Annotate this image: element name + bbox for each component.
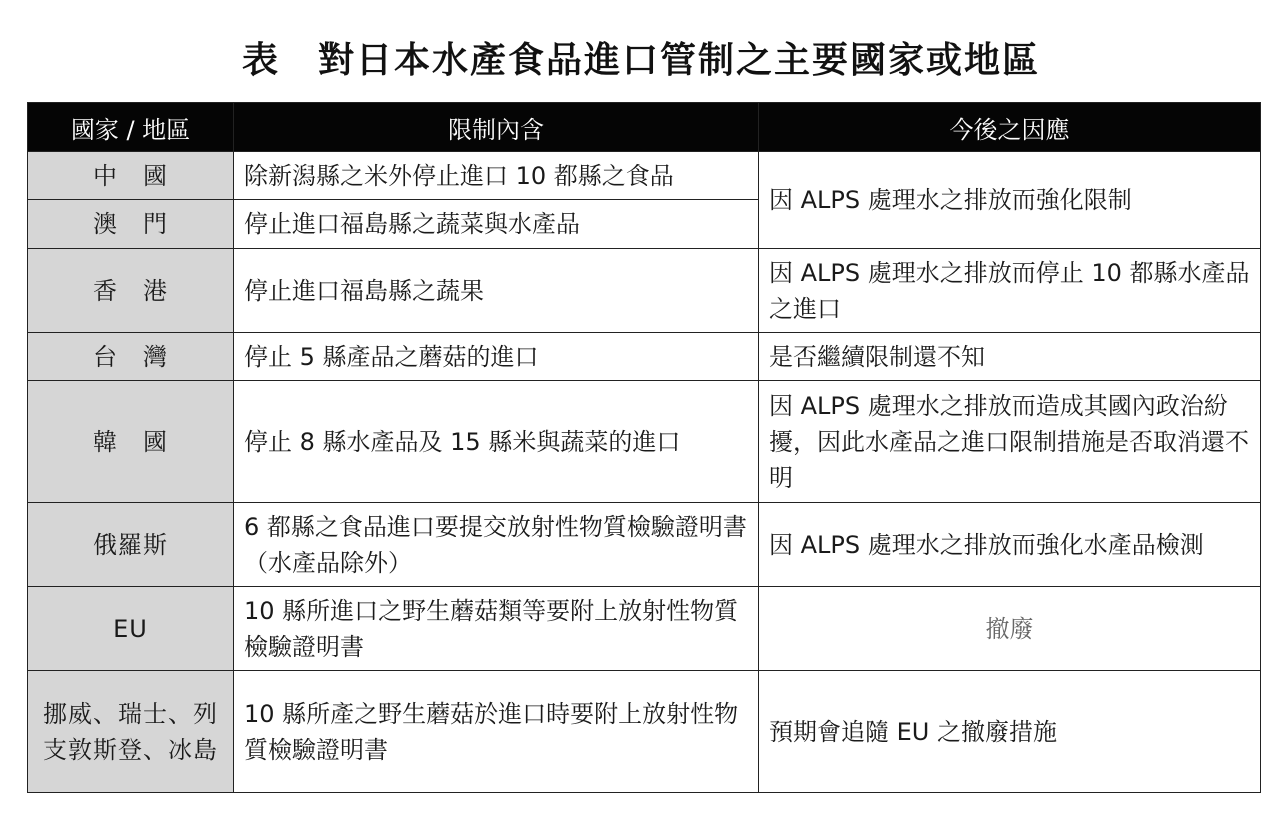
response-cell: 是否繼續限制還不知: [759, 333, 1261, 381]
table-row: [28, 381, 1261, 503]
country-cell: 俄羅斯: [28, 503, 234, 587]
country-cell: 香 港: [28, 249, 234, 333]
country-cell: 台 灣: [28, 333, 234, 381]
header-row: [28, 103, 1261, 152]
country-cell: 韓 國: [28, 381, 234, 503]
country-cell: 澳 門: [28, 200, 234, 249]
restriction-cell: 10 縣所產之野生蘑菇於進口時要附上放射性物質檢驗證明書: [234, 671, 759, 793]
restriction-cell: 停止進口福島縣之蔬果: [234, 249, 759, 333]
page-title: 表 對日本水產食品進口管制之主要國家或地區: [241, 40, 1040, 81]
table-row: [28, 152, 1261, 200]
response-cell: 因 ALPS 處理水之排放而強化限制: [759, 152, 1261, 249]
response-cell: 因 ALPS 處理水之排放而強化水產品檢測: [759, 503, 1261, 587]
restriction-cell: 停止 8 縣水產品及 15 縣米與蔬菜的進口: [234, 381, 759, 503]
response-cell: 預期會追隨 EU 之撤廢措施: [759, 671, 1261, 793]
table-row: [28, 671, 1261, 793]
country-cell: EU: [28, 587, 234, 671]
country-cell: 挪威、瑞士、列支敦斯登、冰島: [28, 671, 234, 793]
restriction-cell: 6 都縣之食品進口要提交放射性物質檢驗證明書（水產品除外）: [234, 503, 759, 587]
table-row: [28, 333, 1261, 381]
response-cell: 撤廢: [759, 587, 1261, 671]
restriction-cell: 10 縣所進口之野生蘑菇類等要附上放射性物質檢驗證明書: [234, 587, 759, 671]
table-row: [28, 587, 1261, 671]
country-cell: 中 國: [28, 152, 234, 200]
table-row: [28, 249, 1261, 333]
header-response: 今後之因應: [759, 103, 1261, 152]
header-country: 國家 / 地區: [28, 103, 234, 152]
header-restriction: 限制內含: [234, 103, 759, 152]
response-cell: 因 ALPS 處理水之排放而造成其國內政治紛擾，因此水產品之進口限制措施是否取消還不明: [759, 381, 1261, 503]
response-cell: 因 ALPS 處理水之排放而停止 10 都縣水產品之進口: [759, 249, 1261, 333]
restriction-cell: 除新潟縣之米外停止進口 10 都縣之食品: [234, 152, 759, 200]
table-row: [28, 503, 1261, 587]
restriction-cell: 停止 5 縣產品之蘑菇的進口: [234, 333, 759, 381]
restriction-cell: 停止進口福島縣之蔬菜與水產品: [234, 200, 759, 249]
import-restriction-table: [27, 102, 1261, 793]
